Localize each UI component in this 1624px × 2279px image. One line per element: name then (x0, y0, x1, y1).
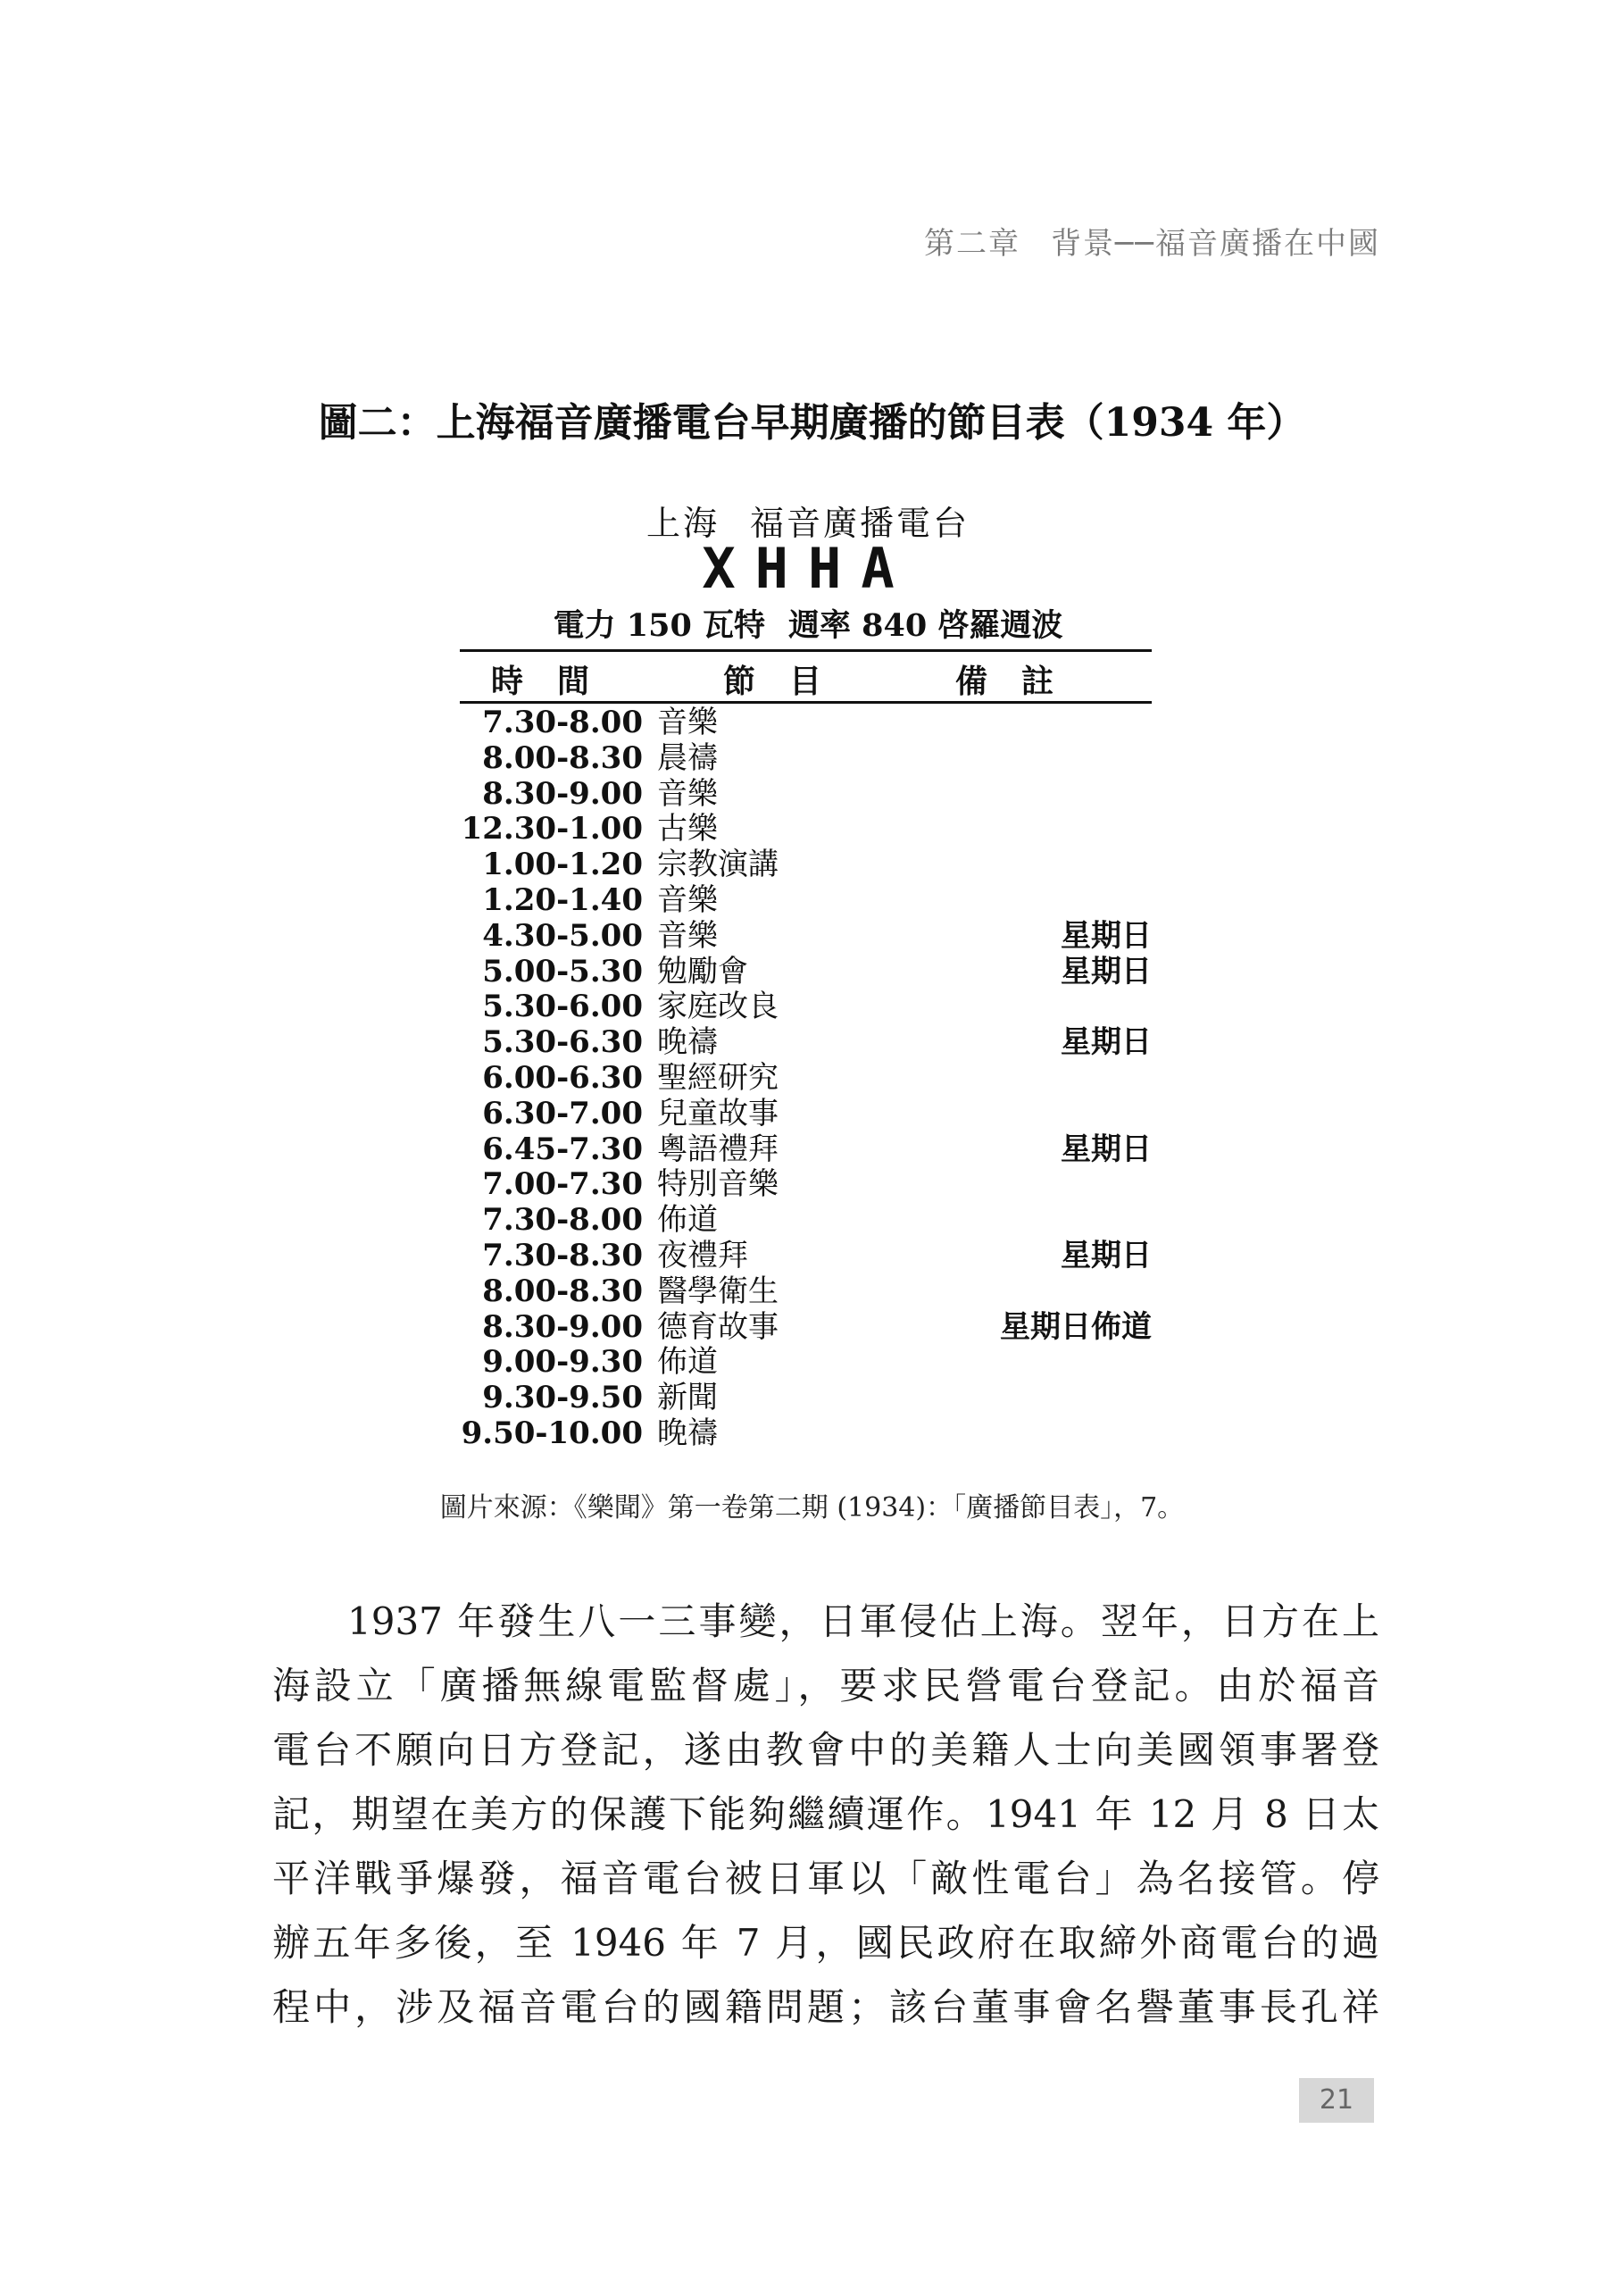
station-specs (455, 601, 1161, 646)
schedule-row (455, 955, 1161, 990)
schedule-row (455, 1310, 1161, 1346)
column-header-time: 時間 (491, 663, 624, 700)
running-header (924, 219, 1380, 263)
station-callsign: XHHA (702, 536, 914, 601)
figure-caption: 圖片來源：《樂聞》第一卷第二期 (1934)：「廣播節目表」，7。 (439, 1492, 1185, 1524)
schedule-time: 4.30-5.00 (482, 917, 643, 954)
schedule-program: 粵語禮拜 (657, 1131, 779, 1167)
schedule-program: 勉勵會 (657, 953, 748, 989)
schedule-program: 兒童故事 (657, 1095, 779, 1131)
body-line: 1937 年發生八一三事變，日軍侵佔上海。翌年，日方在上 (347, 1599, 1379, 1643)
schedule-time: 6.45-7.30 (482, 1131, 643, 1167)
schedule-note: 星期日 (1061, 1131, 1152, 1167)
schedule-row (455, 883, 1161, 919)
station-name: 福音廣播電台 (750, 504, 970, 543)
schedule-row (455, 812, 1161, 847)
schedule-row (455, 1167, 1161, 1203)
schedule-note: 星期日 (1061, 917, 1152, 954)
schedule-program: 音樂 (657, 775, 718, 812)
schedule-row (455, 1132, 1161, 1168)
schedule-row (455, 1061, 1161, 1097)
table-header-rule (460, 701, 1152, 704)
schedule-time: 8.00-8.30 (482, 739, 643, 776)
body-paragraph (272, 1590, 1379, 2040)
station-power: 電力 150 瓦特 (553, 607, 765, 644)
schedule-row (455, 705, 1161, 741)
schedule-row (455, 777, 1161, 813)
schedule-row (455, 847, 1161, 883)
schedule-time: 7.30-8.00 (482, 705, 643, 740)
schedule-program: 晚禱 (657, 1415, 718, 1451)
schedule-program: 晨禱 (657, 739, 718, 776)
schedule-program: 音樂 (657, 881, 718, 918)
schedule-time: 1.20-1.40 (482, 881, 643, 918)
schedule-time: 7.30-8.00 (482, 1202, 643, 1239)
schedule-time: 7.30-8.30 (482, 1237, 643, 1273)
schedule-program: 聖經研究 (657, 1059, 779, 1096)
schedule-time: 6.00-6.30 (482, 1059, 643, 1096)
body-line: 電台不願向日方登記，遂由教會中的美籍人士向美國領事署登 (272, 1728, 1379, 1772)
schedule-row (455, 1274, 1161, 1310)
body-line: 海設立「廣播無線電監督處」，要求民營電台登記。由於福音 (272, 1664, 1379, 1707)
schedule-rows (455, 705, 1161, 1452)
schedule-note: 星期日 (1061, 953, 1152, 989)
schedule-program: 佈道 (657, 1202, 718, 1239)
schedule-row (455, 1239, 1161, 1274)
chapter-title: 背景──福音廣播在中國 (1051, 226, 1380, 262)
schedule-time: 5.30-6.00 (482, 989, 643, 1025)
schedule-program: 家庭改良 (657, 989, 779, 1025)
body-line: 程中，涉及福音電台的國籍問題；該台董事會名譽董事長孔祥 (272, 1985, 1379, 2029)
schedule-time: 9.00-9.30 (482, 1344, 643, 1381)
schedule-program: 醫學衛生 (657, 1273, 779, 1309)
schedule-row (455, 741, 1161, 777)
chapter-label: 第二章 (924, 226, 1021, 262)
schedule-program: 音樂 (657, 917, 718, 954)
figure-title: 圖二：上海福音廣播電台早期廣播的節目表（1934 年） (318, 400, 1306, 446)
schedule-row (455, 989, 1161, 1025)
schedule-time: 12.30-1.00 (461, 811, 643, 847)
schedule-program: 夜禮拜 (657, 1237, 748, 1273)
schedule-time: 8.30-9.00 (482, 1308, 643, 1345)
station-city: 上海 (645, 504, 720, 543)
schedule-note: 星期日 (1061, 1024, 1152, 1061)
schedule-program: 音樂 (657, 705, 718, 740)
schedule-time: 9.50-10.00 (461, 1415, 643, 1451)
table-top-rule (460, 649, 1152, 652)
schedule-row (455, 1025, 1161, 1061)
schedule-time: 6.30-7.00 (482, 1095, 643, 1131)
schedule-program: 晚禱 (657, 1024, 718, 1061)
body-line: 記，期望在美方的保護下能夠繼續運作。1941 年 12 月 8 日太 (272, 1792, 1379, 1836)
schedule-row (455, 1381, 1161, 1416)
schedule-note: 星期日 (1061, 1237, 1152, 1273)
page-number: 21 (1299, 2078, 1374, 2123)
schedule-program: 德育故事 (657, 1308, 779, 1345)
schedule-scan (455, 487, 1161, 1451)
schedule-time: 5.00-5.30 (482, 953, 643, 989)
column-header-program: 節目 (723, 663, 856, 700)
schedule-row (455, 919, 1161, 955)
schedule-program: 古樂 (657, 811, 718, 847)
schedule-time: 8.00-8.30 (482, 1273, 643, 1309)
schedule-note: 星期日佈道 (1000, 1308, 1152, 1345)
schedule-time: 1.00-1.20 (482, 847, 643, 883)
schedule-time: 9.30-9.50 (482, 1380, 643, 1416)
schedule-program: 特別音樂 (657, 1166, 779, 1203)
schedule-program: 新聞 (657, 1380, 718, 1416)
schedule-time: 8.30-9.00 (482, 775, 643, 812)
schedule-time: 7.00-7.30 (482, 1166, 643, 1203)
body-line: 平洋戰爭爆發，福音電台被日軍以「敵性電台」為名接管。停 (272, 1857, 1379, 1900)
schedule-row (455, 1203, 1161, 1239)
schedule-program: 宗教演講 (657, 847, 779, 883)
station-frequency: 週率 840 啓羅週波 (788, 607, 1063, 644)
schedule-time: 5.30-6.30 (482, 1024, 643, 1061)
column-header-note: 備註 (955, 663, 1088, 700)
schedule-program: 佈道 (657, 1344, 718, 1381)
schedule-row (455, 1097, 1161, 1132)
body-line: 辦五年多後，至 1946 年 7 月，國民政府在取締外商電台的過 (272, 1921, 1379, 1965)
schedule-row (455, 1345, 1161, 1381)
schedule-row (455, 1416, 1161, 1452)
